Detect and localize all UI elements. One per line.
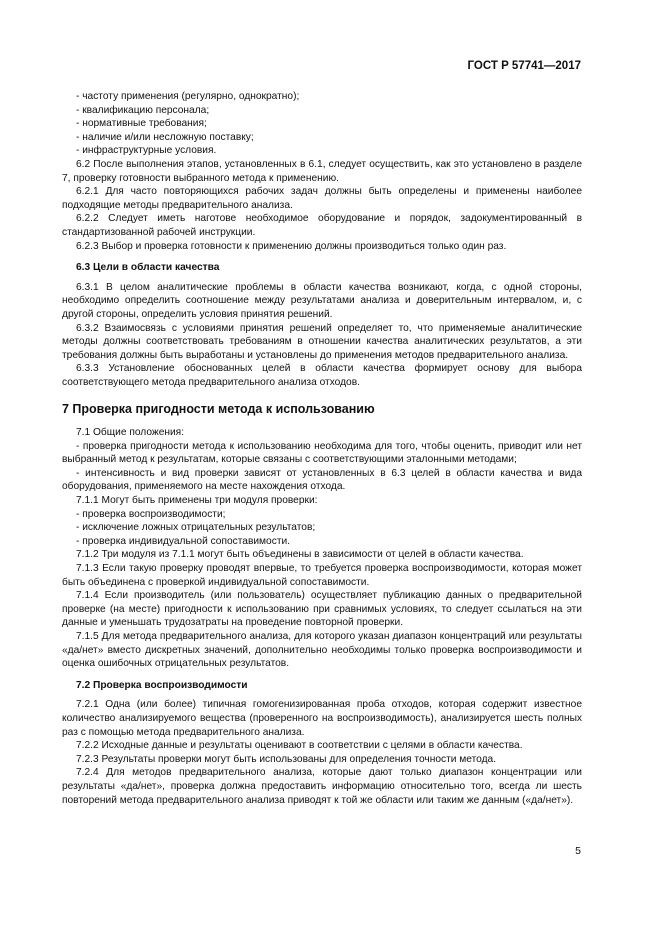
page-number: 5 xyxy=(575,845,581,857)
paragraph: 7.2.1 Одна (или более) типичная гомогенизированная проба отходов, которая содержит известное количество анализируемого вещества (проверенного на воспроизводимость), анализируется шесть полных раз с помощью метода предварительного анализа. xyxy=(62,699,582,738)
list-item: - исключение ложных отрицательных результатов; xyxy=(76,522,316,534)
paragraph: 7.1.3 Если такую проверку проводят впервые, то требуется проверка воспроизводимости, которая может быть объединена с проверкой индивидуальной сопоставимости. xyxy=(62,563,582,588)
paragraph: 7.1.2 Три модуля из 7.1.1 могут быть объединены в зависимости от целей в области качества. xyxy=(76,549,524,561)
paragraph: 7.1.1 Могут быть применены три модуля проверки: xyxy=(76,495,318,507)
list-item: - нормативные требования; xyxy=(76,118,207,130)
subsection-heading: 6.3 Цели в области качества xyxy=(76,262,220,274)
list-item: - частоту применения (регулярно, однократно); xyxy=(76,91,300,102)
paragraph: 6.3.2 Взаимосвязь с условиями принятия решений определяет то, что применяемые аналитические методы должны соответствовать требованиям в отношении качества аналитических результатов, а эти требования должны быть выработаны и установлены до применения методов предварительного анализа. xyxy=(62,322,582,361)
paragraph: 7.1.4 Если производитель (или пользователь) осуществляет публикацию данных о предварительной проверке (на месте) пригодности к использованию при сравнимых условиях, то следует ссылаться на эти данные и уменьшать трудозатраты на проведение повторной проверки. xyxy=(62,590,582,629)
paragraph: 7.2.4 Для методов предварительного анализа, которые дают только диапазон концентрации или результаты «да/нет», проверка должна предоставить информацию относительно того, всегда ли шесть повторений метода предварительного анализа приводят к той же области или таким же данным («да/нет»). xyxy=(62,767,582,806)
standard-designation: ГОСТ Р 57741—2017 xyxy=(467,60,581,72)
paragraph: 7.2.2 Исходные данные и результаты оценивают в соответствии с целями в области качества. xyxy=(76,740,523,752)
paragraph: 7.2.3 Результаты проверки могут быть использованы для определения точности метода. xyxy=(76,753,497,765)
paragraph: - проверка пригодности метода к использованию необходима для того, чтобы оценить, приводит или нет выбранный метод к результатам, которые связаны с соответствующими эталонными методами; xyxy=(62,440,582,466)
paragraph: 6.2.2 Следует иметь наготове необходимое оборудование и порядок, задокументированный в стандартизованной рабочей инструкции. xyxy=(62,213,582,238)
paragraph: 6.2.3 Выбор и проверка готовности к применению должны производиться только один раз. xyxy=(76,240,507,252)
list-item: - инфраструктурные условия. xyxy=(76,145,217,157)
subsection-heading: 7.2 Проверка воспроизводимости xyxy=(76,679,248,691)
list-item: - наличие и/или несложную поставку; xyxy=(76,131,254,143)
paragraph: 7.1 Общие положения: xyxy=(76,427,185,439)
paragraph: - интенсивность и вид проверки зависят от установленных в 6.3 целей в области качества и вида оборудования, применяемого на месте нахождения отхода. xyxy=(62,467,582,493)
paragraph: 6.2 После выполнения этапов, установленных в 6.1, следует осуществить, как это установлено в разделе 7, проверку готовности выбранного метода к применению. xyxy=(62,158,582,184)
paragraph: 6.3.1 В целом аналитические проблемы в области качества возникают, когда, с одной стороны, необходимо определить соотношение между результатами анализа и доверительным интервалом, и, с другой стороны, определить условия принятия решений. xyxy=(62,281,582,320)
paragraph: 7.1.5 Для метода предварительного анализа, для которого указан диапазон концентраций или результаты «да/нет» вместо дискретных значений, дополнительно необходимы только проверка воспроизводимости и оценка ошибочных отрицательных результатов. xyxy=(62,630,582,670)
paragraph: 6.3.3 Установление обоснованных целей в области качества формирует основу для выбора соответствующего метода предварительного анализа отходов. xyxy=(62,363,582,388)
paragraph: 6.2.1 Для часто повторяющихся рабочих задач должны быть определены и применены наиболее подходящие методы предварительного анализа. xyxy=(62,186,582,211)
document-body xyxy=(62,90,582,807)
list-item: - квалификацию персонала; xyxy=(76,104,210,116)
list-item: - проверка воспроизводимости; xyxy=(76,508,226,520)
list-item: - проверка индивидуальной сопоставимости. xyxy=(76,535,291,547)
section-heading: 7 Проверка пригодности метода к использованию xyxy=(62,402,375,417)
